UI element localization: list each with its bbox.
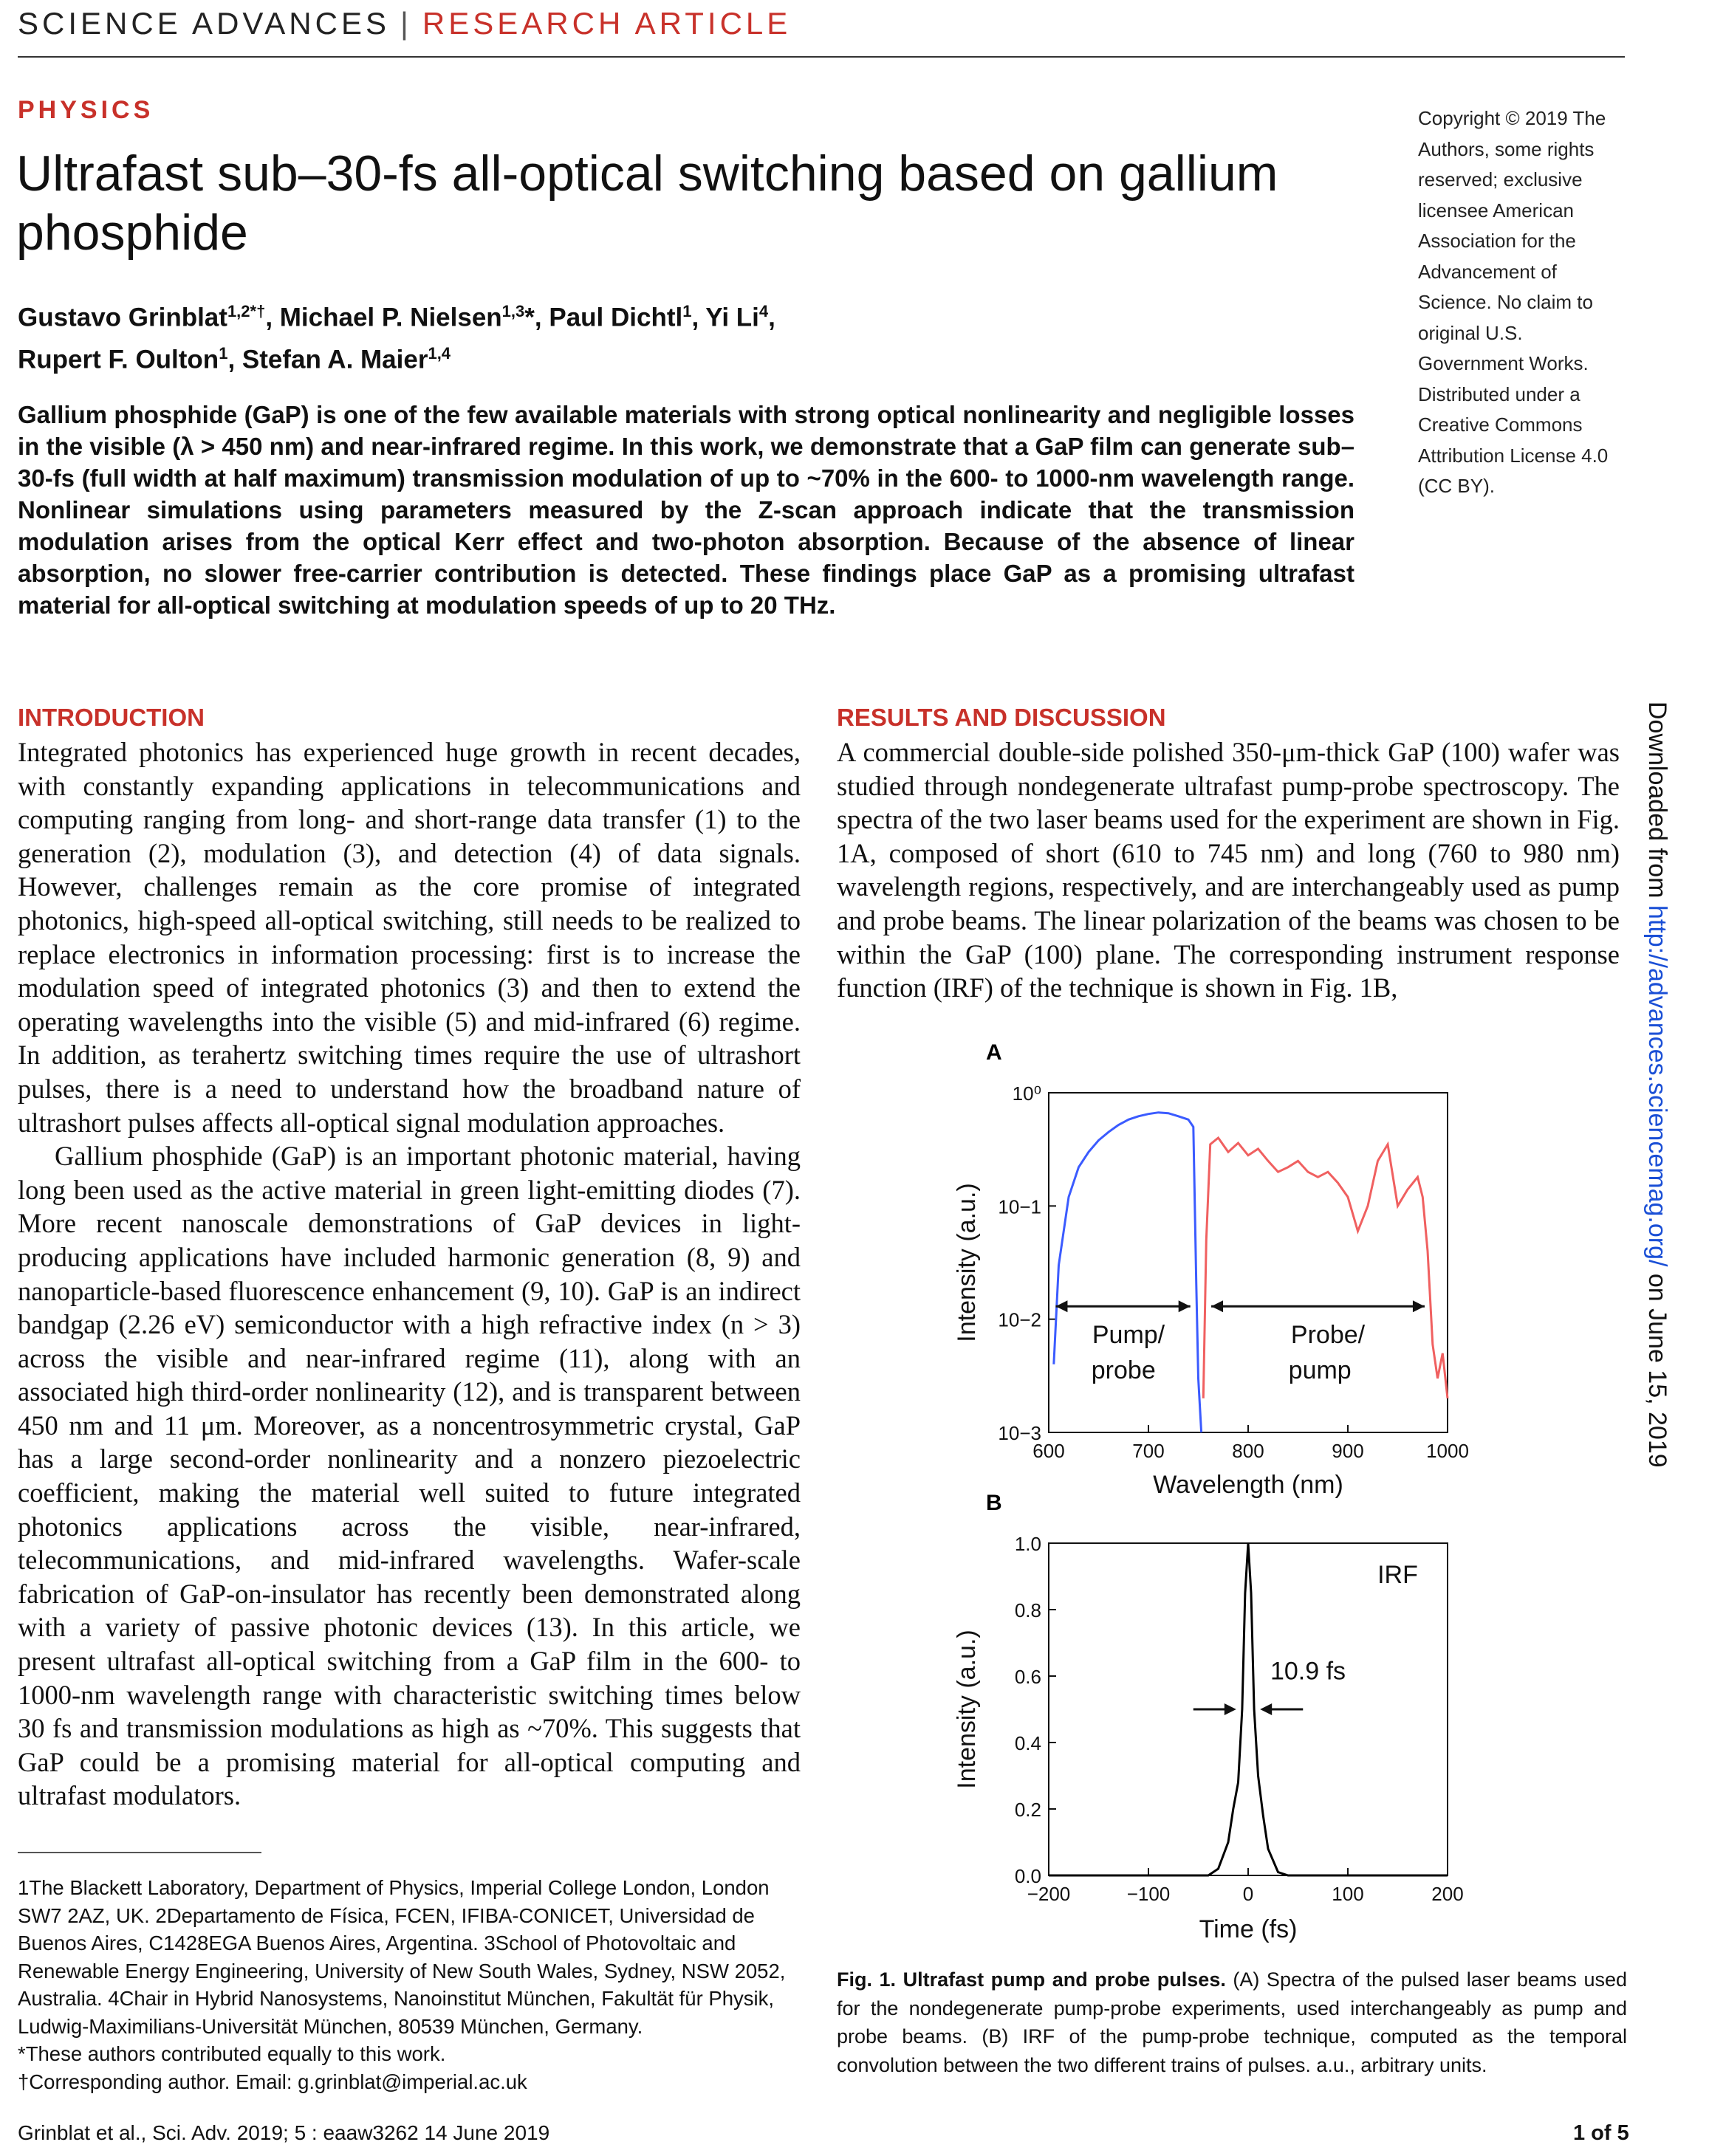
series-irf bbox=[1049, 1543, 1448, 1875]
x-tick-label-a: 1000 bbox=[1426, 1440, 1469, 1462]
author-line-2 bbox=[18, 336, 1340, 378]
x-tick-label-b: 0 bbox=[1242, 1883, 1254, 1905]
y-tick-label-a: 10−2 bbox=[998, 1308, 1041, 1331]
copyright-notice: Copyright © 2019 The Authors, some rights reserved; exclusive licensee American Association for the Advancement of Science. No claim to original U.S. Government Works. Distributed under a Creative Commons Attribution License 4.0 (CC BY). bbox=[1418, 107, 1609, 497]
author-list bbox=[18, 294, 1340, 377]
figure-1b-irf bbox=[931, 1484, 1492, 1957]
y-tick-label-b: 1.0 bbox=[1014, 1533, 1041, 1555]
author-affiliation-sup: 1 bbox=[682, 302, 692, 320]
footer-page-number: 1 of 5 bbox=[1573, 2121, 1629, 2145]
author-name: Michael P. Nielsen bbox=[279, 303, 502, 332]
author-name: Gustavo Grinblat bbox=[18, 303, 227, 332]
equal-contribution-note: *These authors contributed equally to this work. bbox=[18, 2042, 446, 2065]
y-tick-label-b: 0.6 bbox=[1014, 1666, 1041, 1688]
author-name: Paul Dichtl bbox=[549, 303, 683, 332]
x-tick-label-a: 700 bbox=[1132, 1440, 1165, 1462]
x-axis-label-a: Wavelength (nm) bbox=[1153, 1471, 1343, 1499]
x-axis-label-b: Time (fs) bbox=[1199, 1915, 1298, 1943]
results-body bbox=[837, 735, 1620, 1005]
annotation-fwhm: 10.9 fs bbox=[1270, 1657, 1346, 1686]
author-name: Yi Li bbox=[705, 303, 759, 332]
x-tick-label-a: 800 bbox=[1232, 1440, 1264, 1462]
arrowhead-left-icon bbox=[1260, 1703, 1272, 1715]
arrowhead-left-icon bbox=[1211, 1300, 1223, 1312]
side-note-link[interactable]: http://advances.sciencemag.org/ bbox=[1643, 904, 1671, 1267]
x-tick-label-b: 100 bbox=[1332, 1883, 1364, 1905]
journal-name: SCIENCE ADVANCES bbox=[18, 6, 390, 41]
journal-header bbox=[18, 6, 791, 41]
affiliations bbox=[18, 1874, 801, 2095]
corresponding-author-note: †Corresponding author. Email: g.grinblat@imperial.ac.uk bbox=[18, 2070, 527, 2093]
y-axis-label-b: Intensity (a.u.) bbox=[953, 1630, 981, 1789]
author-affiliation-sup: 1,2*† bbox=[227, 302, 266, 320]
section-label: PHYSICS bbox=[18, 96, 154, 124]
author-separator: *, bbox=[524, 303, 549, 332]
article-title: Ultrafast sub–30-fs all-optical switching based on gallium phosphide bbox=[16, 145, 1278, 261]
y-tick-label-a: 10−1 bbox=[998, 1195, 1041, 1218]
x-tick-label-b: −100 bbox=[1126, 1883, 1171, 1905]
author-name: Rupert F. Oulton bbox=[18, 345, 219, 374]
download-side-note bbox=[1643, 701, 1671, 1809]
plot-frame-b bbox=[1049, 1543, 1448, 1875]
arrowhead-right-icon bbox=[1225, 1703, 1236, 1715]
article-type: RESEARCH ARTICLE bbox=[422, 6, 792, 41]
author-affiliation-sup: 4 bbox=[758, 302, 769, 320]
arrowhead-right-icon bbox=[1179, 1300, 1191, 1312]
introduction-heading: INTRODUCTION bbox=[18, 704, 205, 731]
author-line-1 bbox=[18, 294, 1340, 336]
side-note-prefix: Downloaded from bbox=[1643, 701, 1671, 905]
author-separator: , bbox=[227, 345, 242, 374]
y-tick-label-b: 0.2 bbox=[1014, 1799, 1041, 1821]
annotation-probe-pump-1: Probe/ bbox=[1290, 1321, 1366, 1350]
x-tick-label-a: 900 bbox=[1332, 1440, 1364, 1462]
y-axis-label-a: Intensity (a.u.) bbox=[953, 1183, 981, 1342]
results-heading: RESULTS AND DISCUSSION bbox=[837, 704, 1166, 731]
annotation-irf: IRF bbox=[1377, 1561, 1418, 1589]
y-tick-label-a: 10−3 bbox=[998, 1422, 1041, 1444]
y-tick-label-b: 0.8 bbox=[1014, 1599, 1041, 1621]
arrowhead-right-icon bbox=[1413, 1300, 1425, 1312]
author-affiliation-sup: 1 bbox=[219, 343, 228, 363]
intro-paragraph-2: Gallium phosphide (GaP) is an important photonic material, having long been used as the active material in green light-emitting diodes (7). More recent nanoscale demonstrations of GaP devices in light-producing applications have included harmonic generation (8, 9) and nanoparticle-based fluorescence enhancement (9, 10). GaP is an indirect bandgap (2.26 eV) semiconductor with a high refractive index (n > 3) across the visible and near-infrared regime (11), along with an associated high third-order nonlinearity (12), and is transparent between 450 nm and 11 μm. Moreover, as a noncentrosymmetric crystal, GaP has a large second-order nonlinearity and a nonzero piezoelectric coefficient, making the material well suited to future integrated photonics applications across the visible, near-infrared, telecommunications, and mid-infrared wavelengths. Wafer-scale fabrication of GaP-on-insulator has recently been demonstrated along with a variety of passive photonic devices (13). In this article, we present ultrafast all-optical switching from a GaP film in the 600- to 1000-nm wavelength range with characteristic switching times below 30 fs and transmission modulations as high as ~70%. This suggests that GaP could be a promising material for all-optical computing and ultrafast modulators. bbox=[18, 1141, 801, 1811]
author-name: Stefan A. Maier bbox=[242, 345, 428, 374]
author-affiliation-sup: 1,3 bbox=[501, 302, 525, 320]
annotation-pump-probe-2: probe bbox=[1091, 1356, 1156, 1385]
author-separator: , bbox=[691, 303, 706, 332]
annotation-pump-probe-1: Pump/ bbox=[1092, 1321, 1165, 1350]
figure-1-caption bbox=[837, 1966, 1627, 2079]
x-tick-label-b: 200 bbox=[1431, 1883, 1464, 1905]
figure-1a-spectra bbox=[931, 1041, 1492, 1506]
header-separator: | bbox=[400, 6, 412, 41]
introduction-body bbox=[18, 735, 801, 1813]
abstract: Gallium phosphide (GaP) is one of the few available materials with strong optical nonlinearity and negligible losses in the visible (λ > 450 nm) and near-infrared regime. In this work, we demonstrate that a GaP film can generate sub–30-fs (full width at half maximum) transmission modulation of up to ~70% in the 600- to 1000-nm wavelength range. Nonlinear simulations using parameters measured by the Z-scan approach indicate that the transmission modulation arises from the optical Kerr effect and two-photon absorption. Because of the absence of linear absorption, no slower free-carrier contribution is detected. These findings place GaP as a promising ultrafast material for all-optical switching at modulation speeds of up to 20 THz. bbox=[18, 401, 1354, 619]
x-tick-label-b: −200 bbox=[1027, 1883, 1071, 1905]
figure-label-a: A bbox=[986, 1041, 1002, 1065]
y-tick-label-b: 0.0 bbox=[1014, 1865, 1041, 1887]
affiliations-rule bbox=[18, 1852, 261, 1853]
figure-label-b: B bbox=[986, 1491, 1002, 1515]
intro-paragraph-1: Integrated photonics has experienced huge growth in recent decades, with constantly expanding applications in telecommunications and computing ranging from long- and short-range data transfer (1) to the generation (2), modulation (3), and detection (4) of data signals. However, challenges remain as the core promise of integrated photonics, high-speed all-optical switching, still needs to be realized to replace electronics in information processing: first is to increase the modulation speed of integrated photonics (3) and then to extend the operating wavelengths into the visible (5) and mid-infrared (6) regime. In addition, as terahertz switching times require the use of ultrashort pulses, there is a need to understand how the broadband nature of ultrashort pulses affects all-optical signal modulation approaches. bbox=[18, 737, 801, 1138]
affiliation-list: 1The Blackett Laboratory, Department of Physics, Imperial College London, London SW7 2AZ, UK. 2Departamento de Física, FCEN, IFIBA-CONICET, Universidad de Buenos Aires, C1428EGA Buenos Aires, Argentina. 3School of Photovoltaic and Renewable Energy Engineering, University of New South Wales, Sydney, NSW 2052, Australia. 4Chair in Hybrid Nanosystems, Nanoinstitut München, Fakultät für Physik, Ludwig-Maximilians-Universität München, 80539 München, Germany. bbox=[18, 1876, 786, 2038]
footer-citation: Grinblat et al., Sci. Adv. 2019; 5 : eaaw3262 14 June 2019 bbox=[18, 2121, 550, 2144]
author-affiliation-sup: 1,4 bbox=[428, 343, 451, 363]
caption-text: (A) Spectra of the pulsed laser beams used for the nondegenerate pump-probe experiments, used interchangeably as pump and probe beams. (B) IRF of the pump-probe technique, computed as the temporal convolution between the two different trains of pulses. a.u., arbitrary units. bbox=[837, 1968, 1627, 2076]
y-tick-label-b: 0.4 bbox=[1014, 1732, 1041, 1754]
header-rule bbox=[18, 56, 1625, 58]
x-tick-label-a: 600 bbox=[1032, 1440, 1065, 1462]
results-paragraph-1: A commercial double-side polished 350-μm-thick GaP (100) wafer was studied through nondegenerate ultrafast pump-probe spectroscopy. The spectra of the two laser beams used for the experiment are shown in Fig. 1A, composed of short (610 to 745 nm) and long (760 to 980 nm) wavelength regions, respectively, and are interchangeably used as pump and probe beams. The linear polarization of the beams was chosen to be within the GaP (100) plane. The corresponding instrument response function (IRF) of the technique is shown in Fig. 1B, bbox=[837, 737, 1620, 1003]
author-separator: , bbox=[265, 303, 280, 332]
author-separator: , bbox=[768, 303, 775, 332]
y-tick-label-a: 10⁰ bbox=[1012, 1082, 1041, 1105]
annotation-probe-pump-2: pump bbox=[1288, 1356, 1352, 1385]
caption-label: Fig. 1. Ultrafast pump and probe pulses. bbox=[837, 1968, 1226, 1991]
side-note-suffix: on June 15, 2019 bbox=[1643, 1266, 1671, 1468]
